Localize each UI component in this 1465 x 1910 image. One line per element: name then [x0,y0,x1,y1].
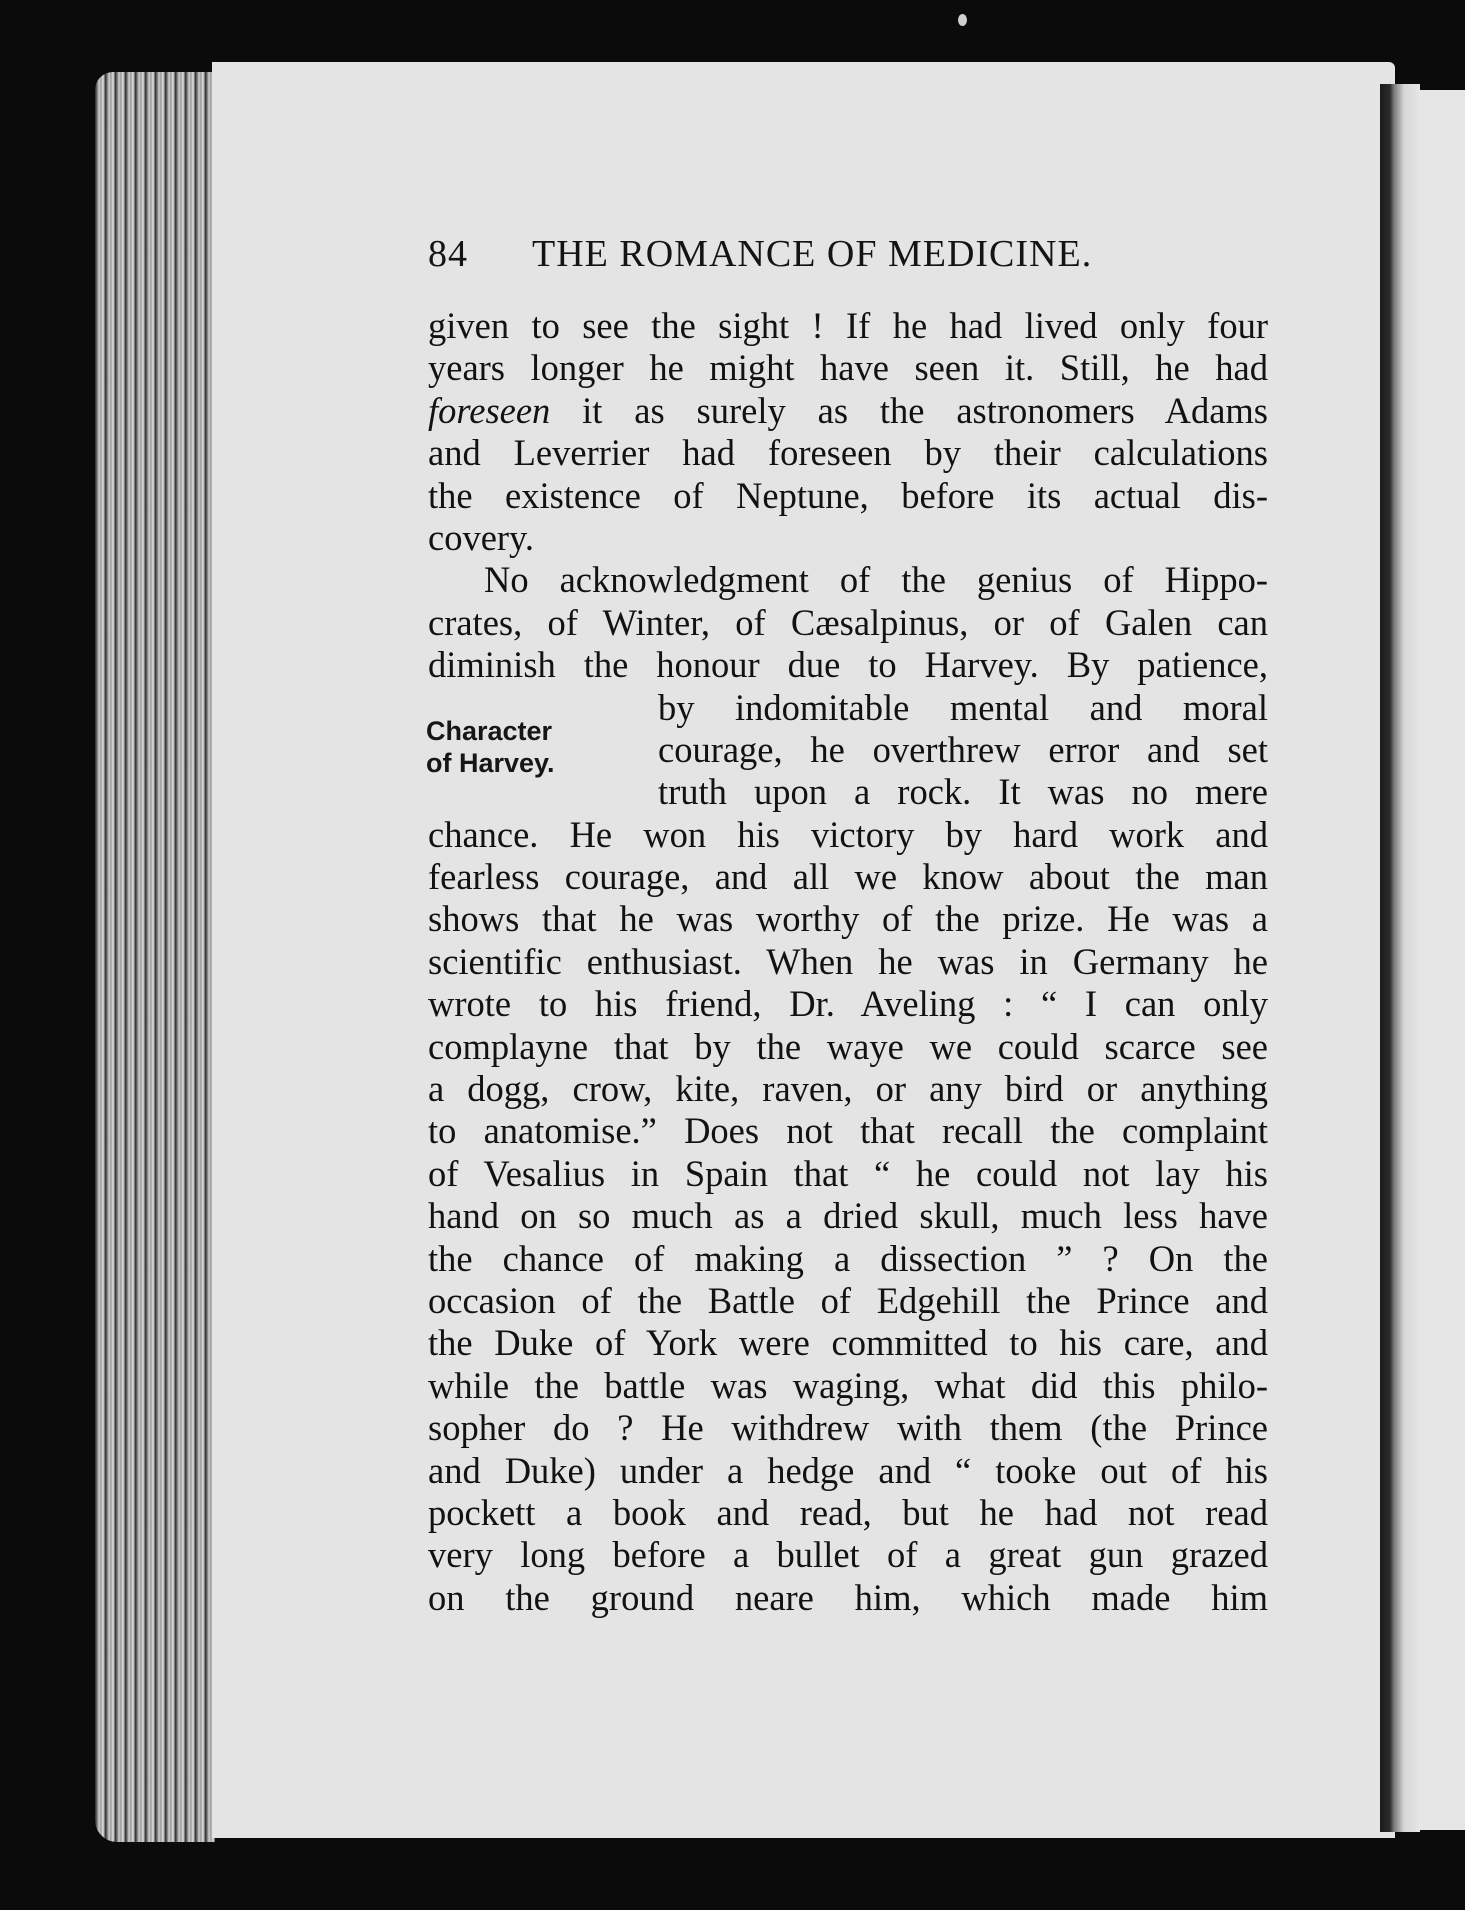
body-text [428,305,1268,1619]
text-line: crates, of Winter, of Cæsalpinus, or of Galen can [428,601,1268,643]
running-title: THE ROMANCE OF MEDICINE. [532,233,1093,275]
text-line: of Vesalius in Spain that “ he could not lay his [428,1152,1268,1194]
text-line: on the ground neare him, which made him [428,1576,1268,1618]
text-line: fearless courage, and all we know about the man [428,856,1268,898]
text-line: hand on so much as a dried skull, much less have [428,1195,1268,1237]
text-line: the existence of Neptune, before its actual dis- [428,474,1268,516]
text-line: given to see the sight ! If he had lived only four [428,305,1268,346]
text-line: No acknowledgment of the genius of Hippo- [484,559,1268,601]
text-line: years longer he might have seen it. Still, he had [428,347,1268,389]
text-line: pockett a book and read, but he had not read [428,1491,1268,1533]
text-line: occasion of the Battle of Edgehill the Prince and [428,1279,1268,1321]
text-line: by indomitable mental and moral [658,686,1268,728]
text-line: the Duke of York were committed to his care, and [428,1322,1268,1364]
text-line: very long before a bullet of a great gun grazed [428,1534,1268,1576]
text-line: courage, he overthrew error and set [658,728,1268,770]
dust-speck [958,14,967,26]
running-header [428,232,1268,276]
facing-page-gutter [1380,84,1420,1832]
facing-page [1420,90,1465,1830]
page-number: 84 [428,233,468,275]
margin-note-line: of Harvey. [426,748,555,778]
text-line: while the battle was waging, what did this philo- [428,1364,1268,1406]
book-page-edges [95,72,215,1842]
text-line: and Duke) under a hedge and “ tooke out of his [428,1449,1268,1491]
text-line: covery. [428,516,535,558]
italic-word: foreseen [428,389,551,431]
margin-note-line: Character [426,716,553,746]
text-line: complayne that by the waye we could scarce see [428,1025,1268,1067]
text-line: shows that he was worthy of the prize. He was a [428,898,1268,940]
text-line: chance. He won his victory by hard work and [428,813,1268,855]
text-line: and Leverrier had foreseen by their calculations [428,432,1268,474]
text-line: diminish the honour due to Harvey. By patience, [428,644,1268,686]
text-line: the chance of making a dissection ” ? On the [428,1237,1268,1279]
text-line: to anatomise.” Does not that recall the complaint [428,1110,1268,1152]
text-line: sopher do ? He withdrew with them (the Prince [428,1407,1268,1449]
text-line: wrote to his friend, Dr. Aveling : “ I can only [428,983,1268,1025]
text-line: scientific enthusiast. When he was in Germany he [428,940,1268,982]
text-line: foreseen it as surely as the astronomers Adams [428,389,1268,431]
text-line: a dogg, crow, kite, raven, or any bird or anything [428,1068,1268,1110]
text-line: truth upon a rock. It was no mere [658,771,1268,813]
